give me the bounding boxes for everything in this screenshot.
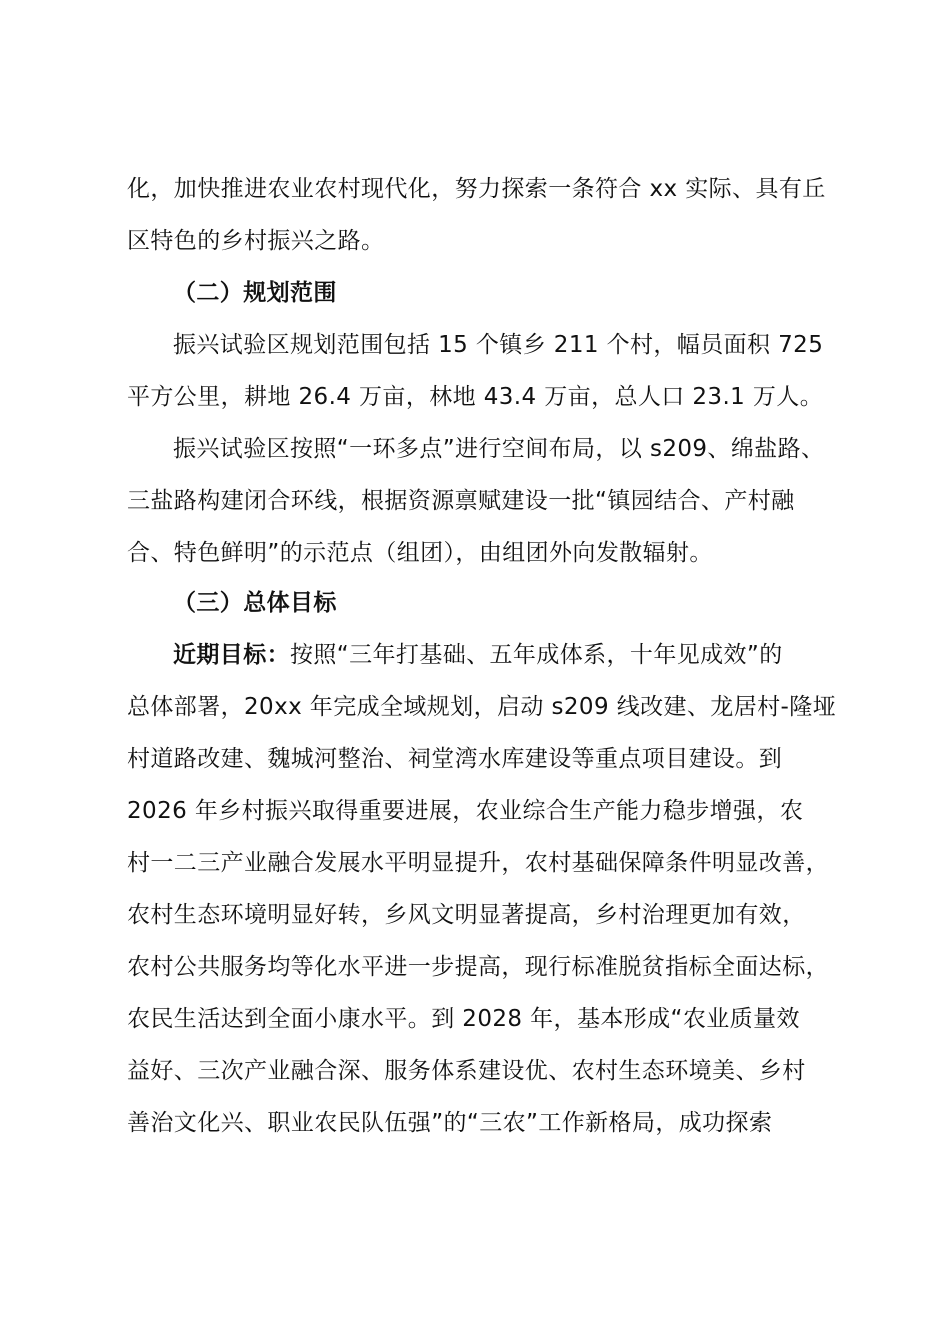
paragraph-line: 三盐路构建闭合环线，根据资源禀赋建设一批“镇园结合、产村融 [127,488,795,514]
paragraph-line: 区特色的乡村振兴之路。 [127,228,385,254]
paragraph-line: 村道路改建、魏城河整治、祠堂湾水库建设等重点项目建设。到 [127,746,783,772]
paragraph-line: 振兴试验区按照“一环多点”进行空间布局，以 s209、绵盐路、 [173,436,825,462]
paragraph-line: 农民生活达到全面小康水平。到 2028 年，基本形成“农业质量效 [127,1006,800,1032]
near-term-goal-text: 按照“三年打基础、五年成体系，十年见成效”的 [290,642,783,668]
near-term-goal-label: 近期目标： [173,642,290,668]
paragraph-line: 村一二三产业融合发展水平明显提升，农村基础保障条件明显改善， [127,850,829,876]
paragraph-line: 总体部署，20xx 年完成全域规划，启动 s209 线改建、龙居村-隆垭 [127,694,837,720]
paragraph-line: 平方公里，耕地 26.4 万亩，林地 43.4 万亩，总人口 23.1 万人。 [127,384,824,410]
paragraph-line: 合、特色鲜明”的示范点（组团），由组团外向发散辐射。 [127,540,713,566]
paragraph-line: 农村公共服务均等化水平进一步提高，现行标准脱贫指标全面达标， [127,954,829,980]
paragraph-line: 2026 年乡村振兴取得重要进展，农业综合生产能力稳步增强，农 [127,798,804,824]
paragraph-line: 农村生态环境明显好转，乡风文明显著提高，乡村治理更加有效， [127,902,806,928]
section-heading-planning-scope: （二）规划范围 [173,280,337,306]
paragraph-line: 振兴试验区规划范围包括 15 个镇乡 211 个村，幅员面积 725 [173,332,824,358]
paragraph-line: 化，加快推进农业农村现代化，努力探索一条符合 xx 实际、具有丘 [127,176,826,202]
section-heading-overall-goals: （三）总体目标 [173,590,337,616]
paragraph-line [173,638,893,672]
paragraph-line: 善治文化兴、职业农民队伍强”的“三农”工作新格局，成功探索 [127,1110,773,1136]
paragraph-line: 益好、三次产业融合深、服务体系建设优、农村生态环境美、乡村 [127,1058,806,1084]
